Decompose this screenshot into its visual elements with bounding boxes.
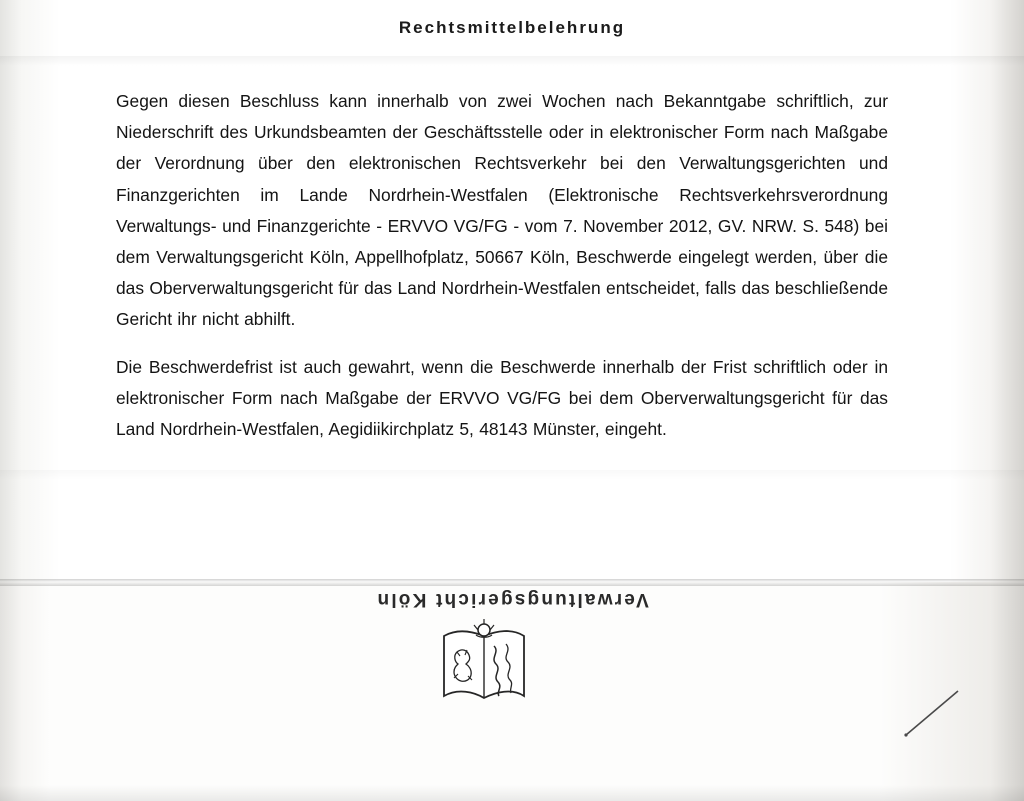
paragraph: Gegen diesen Beschluss kann innerhalb von zwei Wochen nach Bekanntgabe schriftlich, zur Niederschrift des Urkundsbeamten der Geschäftsstelle oder in elektronischer Form nach Maßgabe der Verordnung über den elektronischen Rechtsverkehr bei den Verwaltungsgerichten und Finanzgerichten im Lande Nordrhein-Westfalen (Elektronische Rechtsverkehrsverordnung Verwaltungs- und Finanzgerichte - ERVVO VG/FG - vom 7. November 2012, GV. NRW. S. 548) bei dem Verwaltungsgericht Köln, Appellhofplatz, 50667 Köln, Beschwerde eingelegt werden, über die das Oberverwaltungsgericht für das Land Nordrhein-Westfalen entscheidet, falls das beschließende Gericht ihr nicht abhilft. (116, 91, 888, 330)
paragraph: Die Beschwerdefrist ist auch gewahrt, wenn die Beschwerde innerhalb der Frist schriftlich oder in elektronischer Form nach Maßgabe der ERVVO VG/FG bei dem Oberverwaltungsgericht für das Land Nordrhein-Westfalen, Aegidiikirchplatz 5, 48143 Münster, eingeht. (116, 356, 888, 440)
document-body (116, 86, 888, 445)
footer-court-name: Verwaltungsgericht Köln (375, 589, 649, 610)
coat-of-arms-icon (424, 618, 544, 730)
document-heading: Rechtsmittelbelehrung (398, 18, 626, 37)
